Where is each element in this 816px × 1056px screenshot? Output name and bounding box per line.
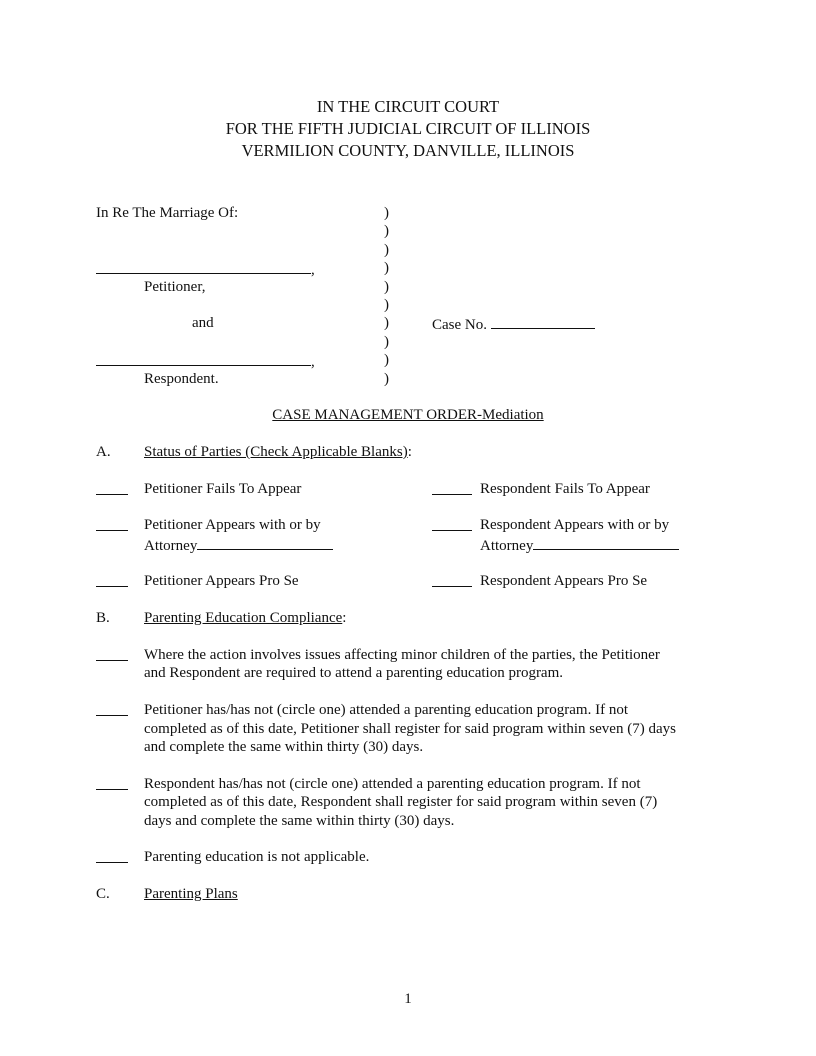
petitioner-name-blank[interactable]	[96, 259, 311, 274]
petitioner-name-field[interactable]	[96, 259, 315, 279]
section-c-title: Parenting Plans	[144, 886, 238, 902]
and-label: and	[192, 315, 214, 331]
section-c-letter: C.	[96, 886, 110, 902]
court-title-line1: IN THE CIRCUIT COURT	[316, 97, 500, 116]
petitioner-attended-line2: completed as of this date, Petitioner shall register for said program within seven (7) days	[144, 721, 676, 737]
respondent-attorney-blank[interactable]	[533, 535, 679, 550]
parenting-required-line1: Where the action involves issues affecting minor children of the parties, the Petitioner	[144, 647, 660, 663]
check-blank-respondent-attended[interactable]	[96, 775, 128, 790]
section-b-title: Parenting Education Compliance	[144, 610, 343, 626]
paren: )	[384, 334, 389, 350]
case-number-blank[interactable]	[491, 314, 595, 329]
paren: )	[384, 371, 389, 387]
section-b-colon: :	[342, 610, 347, 626]
section-a-heading	[144, 443, 412, 461]
section-a-title: Status of Parties (Check Applicable Blanks)	[144, 444, 408, 460]
petitioner-attended-line3: and complete the same within thirty (30) days.	[144, 739, 424, 755]
petitioner-attorney-field[interactable]	[144, 535, 333, 555]
respondent-name-field[interactable]	[96, 351, 315, 371]
comma: ,	[311, 354, 315, 370]
respondent-appears-label: Respondent Appears with or by	[480, 517, 670, 533]
petitioner-label: Petitioner,	[144, 279, 206, 295]
respondent-name-blank[interactable]	[96, 351, 311, 366]
paren: )	[384, 315, 389, 331]
attorney-label: Attorney	[480, 538, 534, 554]
petitioner-fails-label: Petitioner Fails To Appear	[144, 481, 302, 497]
respondent-attorney-field[interactable]	[480, 535, 679, 555]
petitioner-pro-se-label: Petitioner Appears Pro Se	[144, 573, 299, 589]
paren: )	[384, 205, 389, 221]
respondent-attended-line1: Respondent has/has not (circle one) attended a parenting education program. If not	[144, 776, 641, 792]
paren: )	[384, 279, 389, 295]
check-blank-respondent-pro-se[interactable]	[432, 572, 472, 587]
petitioner-attorney-blank[interactable]	[197, 535, 333, 550]
respondent-fails-label: Respondent Fails To Appear	[480, 481, 650, 497]
section-a-colon: :	[407, 444, 412, 460]
court-title-line3: VERMILION COUNTY, DANVILLE, ILLINOIS	[241, 141, 575, 160]
check-blank-petitioner-appears[interactable]	[96, 516, 128, 531]
respondent-pro-se-label: Respondent Appears Pro Se	[480, 573, 648, 589]
page-number: 1	[404, 991, 412, 1007]
check-blank-respondent-fails[interactable]	[432, 480, 472, 495]
check-blank-petitioner-fails[interactable]	[96, 480, 128, 495]
petitioner-appears-label: Petitioner Appears with or by	[144, 517, 321, 533]
section-b-heading	[144, 609, 346, 627]
check-blank-respondent-appears[interactable]	[432, 516, 472, 531]
paren: )	[384, 260, 389, 276]
attorney-label: Attorney	[144, 538, 198, 554]
section-a-letter: A.	[96, 444, 111, 460]
comma: ,	[311, 262, 315, 278]
check-blank-petitioner-attended[interactable]	[96, 701, 128, 716]
petitioner-attended-line1: Petitioner has/has not (circle one) attended a parenting education program. If not	[144, 702, 628, 718]
in-re-label: In Re The Marriage Of:	[96, 205, 239, 221]
case-number-field[interactable]	[432, 314, 595, 334]
paren: )	[384, 352, 389, 368]
not-applicable-label: Parenting education is not applicable.	[144, 849, 370, 865]
paren: )	[384, 223, 389, 239]
paren: )	[384, 297, 389, 313]
section-b-letter: B.	[96, 610, 110, 626]
respondent-label: Respondent.	[144, 371, 219, 387]
parenting-required-line2: and Respondent are required to attend a parenting education program.	[144, 665, 564, 681]
respondent-attended-line2: completed as of this date, Respondent shall register for said program within seven (7)	[144, 794, 658, 810]
check-blank-not-applicable[interactable]	[96, 848, 128, 863]
check-blank-petitioner-pro-se[interactable]	[96, 572, 128, 587]
court-title-line2: FOR THE FIFTH JUDICIAL CIRCUIT OF ILLINOIS	[225, 119, 591, 138]
check-blank-parenting-required[interactable]	[96, 646, 128, 661]
case-no-label: Case No.	[432, 317, 487, 333]
paren: )	[384, 242, 389, 258]
order-title: CASE MANAGEMENT ORDER-Mediation	[272, 407, 544, 423]
respondent-attended-line3: days and complete the same within thirty (30) days.	[144, 813, 455, 829]
